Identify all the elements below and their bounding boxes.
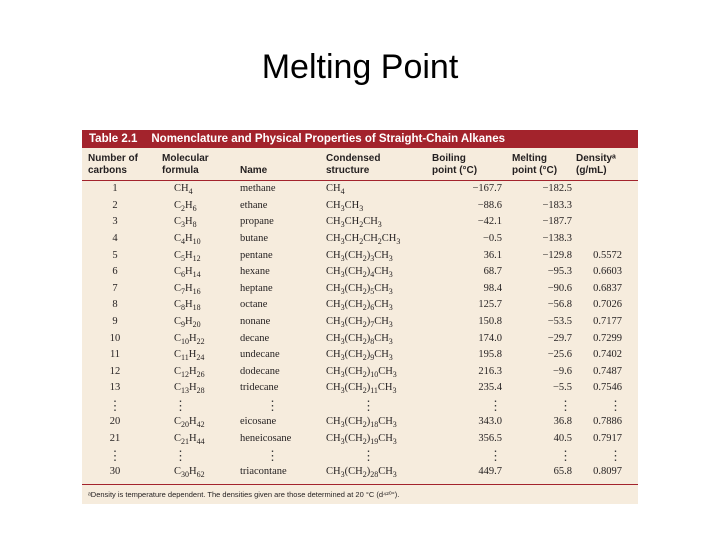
cell-condensed-structure: $CH_3(CH_2)_3CH_3$ (326, 249, 393, 263)
cell-name: octane (240, 299, 268, 311)
cell-condensed-structure: $CH_3(CH_2)_5CH_3$ (326, 282, 393, 296)
table-row (82, 380, 638, 397)
cell-name: heptane (240, 282, 273, 294)
ellipsis-cell: ⋮ (489, 397, 502, 413)
cell-density: 0.7886 (593, 416, 622, 428)
cell-carbons: 20 (109, 416, 121, 428)
cell-melting-point: −183.3 (542, 199, 572, 211)
cell-boiling-point: −42.1 (477, 216, 502, 228)
cell-molecular-formula: $C_6H_{14}$ (174, 266, 201, 280)
cell-molecular-formula: $C_{20}H_{42}$ (174, 416, 205, 430)
cell-boiling-point: 150.8 (478, 316, 502, 328)
cell-condensed-structure: $CH_3(CH_2)_8CH_3$ (326, 332, 393, 346)
cell-molecular-formula: $C_9H_{20}$ (174, 316, 201, 330)
cell-density: 0.6603 (593, 266, 622, 278)
cell-density: 0.8097 (593, 466, 622, 478)
cell-condensed-structure: $CH_3(CH_2)_{10}CH_3$ (326, 365, 397, 379)
cell-condensed-structure: $CH_3(CH_2)_{18}CH_3$ (326, 416, 397, 430)
cell-melting-point: 65.8 (553, 466, 572, 478)
cell-carbons: 11 (109, 349, 121, 361)
table-row (82, 330, 638, 347)
cell-molecular-formula: $C_3H_8$ (174, 216, 197, 230)
cell-condensed-structure: $CH_3(CH_2)_6CH_3$ (326, 299, 393, 313)
table-row (82, 314, 638, 331)
cell-boiling-point: 125.7 (478, 299, 502, 311)
ellipsis-cell: ⋮ (362, 447, 375, 463)
header-condensed-structure: Condensed structure (326, 148, 432, 181)
table-row (82, 364, 638, 381)
cell-density (576, 214, 638, 231)
cell-melting-point: −187.7 (542, 216, 572, 228)
cell-molecular-formula: $CH_4$ (174, 183, 193, 197)
cell-density: 0.7917 (593, 432, 622, 444)
cell-name: decane (240, 332, 270, 344)
cell-boiling-point: 36.1 (483, 249, 502, 261)
cell-density: 0.7177 (593, 316, 622, 328)
ellipsis-cell: ⋮ (174, 447, 187, 463)
cell-molecular-formula: $C_{30}H_{62}$ (174, 466, 205, 480)
cell-carbons: 8 (112, 299, 118, 311)
cell-name: methane (240, 183, 276, 195)
ellipsis-cell: ⋮ (559, 447, 572, 463)
table-row (82, 430, 638, 447)
table-row (82, 264, 638, 281)
table-row (82, 214, 638, 231)
slide-title: Melting Point (261, 48, 459, 86)
cell-melting-point: −25.6 (547, 349, 572, 361)
cell-boiling-point: 356.5 (478, 432, 502, 444)
table-caption (82, 130, 638, 148)
cell-density: 0.7299 (593, 332, 622, 344)
cell-boiling-point: −0.5 (482, 233, 502, 245)
header-row (82, 148, 638, 181)
ellipsis-cell: ⋮ (108, 447, 122, 463)
cell-boiling-point: 98.4 (483, 282, 502, 294)
cell-carbons: 1 (112, 183, 118, 195)
cell-melting-point: −56.8 (547, 299, 572, 311)
cell-condensed-structure: $CH_3(CH_2)_{19}CH_3$ (326, 432, 397, 446)
table-row (82, 414, 638, 431)
cell-boiling-point: 195.8 (478, 349, 502, 361)
cell-melting-point: −29.7 (547, 332, 572, 344)
header-boiling-point: Boiling point (°C) (432, 148, 512, 181)
header-name: Name (240, 148, 326, 181)
cell-boiling-point: 174.0 (478, 332, 502, 344)
cell-carbons: 21 (109, 432, 121, 444)
cell-name: nonane (240, 316, 271, 328)
cell-density (576, 181, 638, 198)
table-row (82, 181, 638, 198)
cell-carbons: 7 (112, 282, 118, 294)
header-number-of-carbons: Number of carbons (82, 148, 162, 181)
cell-molecular-formula: $C_{10}H_{22}$ (174, 332, 205, 346)
cell-carbons: 3 (112, 216, 118, 228)
alkane-properties-table (82, 130, 638, 504)
cell-molecular-formula: $C_5H_{12}$ (174, 249, 201, 263)
cell-melting-point: −53.5 (547, 316, 572, 328)
cell-density: 0.7487 (593, 365, 622, 377)
cell-carbons: 12 (109, 365, 121, 377)
cell-condensed-structure: $CH_3(CH_2)_{11}CH_3$ (326, 382, 397, 396)
table-footnote: ᵃDensity is temperature dependent. The densities given are those determined at 20 °C (d⁴²⁰°). (88, 490, 400, 499)
cell-molecular-formula: $C_2H_6$ (174, 199, 197, 213)
cell-boiling-point: 449.7 (478, 466, 502, 478)
cell-carbons: 5 (112, 249, 118, 261)
table-body (82, 181, 638, 481)
data-table (82, 148, 638, 481)
cell-name: butane (240, 233, 268, 245)
cell-carbons: 9 (112, 316, 118, 328)
cell-name: pentane (240, 249, 273, 261)
cell-name: eicosane (240, 416, 277, 428)
cell-melting-point: −138.3 (542, 233, 572, 245)
table-number: Table 2.1 (89, 133, 138, 145)
cell-density (576, 231, 638, 248)
ellipsis-cell: ⋮ (609, 397, 622, 413)
ellipsis-cell: ⋮ (609, 447, 622, 463)
cell-carbons: 4 (112, 233, 118, 245)
cell-name: ethane (240, 199, 268, 211)
cell-carbons: 13 (109, 382, 121, 394)
cell-density: 0.6837 (593, 282, 622, 294)
cell-condensed-structure: $CH_3(CH_2)_7CH_3$ (326, 316, 393, 330)
header-molecular-formula: Molecular formula (162, 148, 240, 181)
cell-melting-point: −129.8 (542, 249, 572, 261)
cell-carbons: 2 (112, 199, 118, 211)
cell-density: 0.5572 (593, 249, 622, 261)
cell-density (576, 198, 638, 215)
cell-condensed-structure: $CH_3(CH_2)_{28}CH_3$ (326, 466, 397, 480)
cell-condensed-structure: $CH_3(CH_2)_9CH_3$ (326, 349, 393, 363)
cell-molecular-formula: $C_{21}H_{44}$ (174, 432, 205, 446)
cell-melting-point: −9.6 (552, 365, 572, 377)
ellipsis-cell: ⋮ (174, 397, 187, 413)
cell-condensed-structure: $CH_3CH_3$ (326, 199, 364, 213)
cell-molecular-formula: $C_{12}H_{26}$ (174, 365, 205, 379)
cell-melting-point: −90.6 (547, 282, 572, 294)
ellipsis-cell: ⋮ (108, 397, 122, 413)
cell-boiling-point: −167.7 (472, 183, 502, 195)
cell-name: propane (240, 216, 274, 228)
cell-name: undecane (240, 349, 280, 361)
ellipsis-cell: ⋮ (489, 447, 502, 463)
cell-molecular-formula: $C_7H_{16}$ (174, 282, 201, 296)
cell-density: 0.7546 (593, 382, 622, 394)
table-row (82, 247, 638, 264)
cell-molecular-formula: $C_8H_{18}$ (174, 299, 201, 313)
cell-name: heneicosane (240, 432, 292, 444)
table-row (82, 231, 638, 248)
ellipsis-cell: ⋮ (559, 397, 572, 413)
cell-condensed-structure: $CH_3(CH_2)_4CH_3$ (326, 266, 393, 280)
ellipsis-cell: ⋮ (266, 447, 279, 463)
cell-density: 0.7026 (593, 299, 622, 311)
cell-carbons: 6 (112, 266, 118, 278)
ellipsis-row (82, 397, 638, 414)
table-caption-text: Nomenclature and Physical Properties of Straight-Chain Alkanes (151, 133, 505, 145)
cell-name: dodecane (240, 365, 280, 377)
ellipsis-row (82, 447, 638, 464)
cell-density: 0.7402 (593, 349, 622, 361)
table-bottom-rule (82, 484, 638, 485)
header-melting-point: Melting point (°C) (512, 148, 576, 181)
cell-carbons: 30 (109, 466, 121, 478)
table-row (82, 297, 638, 314)
cell-boiling-point: 235.4 (478, 382, 502, 394)
cell-condensed-structure: $CH_4$ (326, 183, 345, 197)
cell-boiling-point: 343.0 (478, 416, 502, 428)
table-row (82, 464, 638, 481)
cell-boiling-point: 68.7 (483, 266, 502, 278)
cell-boiling-point: −88.6 (477, 199, 502, 211)
table-row (82, 198, 638, 215)
header-density: Densityᵃ (g/mL) (576, 148, 638, 181)
ellipsis-cell: ⋮ (266, 397, 279, 413)
cell-name: triacontane (240, 466, 287, 478)
cell-condensed-structure: $CH_3CH_2CH_3$ (326, 216, 382, 230)
cell-carbons: 10 (109, 332, 121, 344)
cell-name: tridecane (240, 382, 279, 394)
cell-melting-point: 40.5 (553, 432, 572, 444)
cell-melting-point: −95.3 (547, 266, 572, 278)
cell-condensed-structure: $CH_3CH_2CH_2CH_3$ (326, 233, 401, 247)
cell-melting-point: 36.8 (553, 416, 572, 428)
cell-name: hexane (240, 266, 270, 278)
cell-molecular-formula: $C_{13}H_{28}$ (174, 382, 205, 396)
table-row (82, 281, 638, 298)
table-row (82, 347, 638, 364)
cell-molecular-formula: $C_{11}H_{24}$ (174, 349, 205, 363)
cell-melting-point: −182.5 (542, 183, 572, 195)
cell-melting-point: −5.5 (552, 382, 572, 394)
ellipsis-cell: ⋮ (362, 397, 375, 413)
cell-molecular-formula: $C_4H_{10}$ (174, 233, 201, 247)
cell-boiling-point: 216.3 (478, 365, 502, 377)
